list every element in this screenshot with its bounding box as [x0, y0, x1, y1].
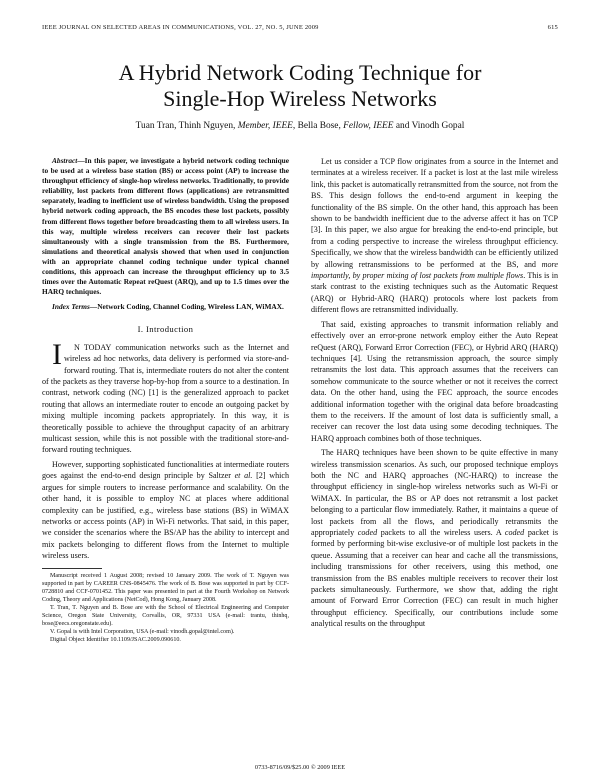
intro-p2-text-b: [2] which argues for simple routers to increase performance and scalability. On the other hand, it is possible to employ NC at places where additional complexity can be justified, e.g., wireless base stations (BS) in WiMAX networks or access points (AP) in Wi-Fi networks. That said, in this paper, we consider the scenarios where the BS/AP has the ability to intercept and mix packets belonging to different flows from the Internet to multiple wireless users. — [42, 471, 290, 561]
author-role-1: Member, IEEE — [237, 121, 293, 131]
copyright-line: 0733-8716/09/$25.00 © 2009 IEEE — [254, 764, 346, 771]
intro-paragraph-1 — [42, 337, 289, 456]
author-group-2: , Bella Bose, — [292, 121, 344, 131]
abstract-lead: Abstract — [52, 156, 78, 165]
page-number: 615 — [547, 24, 558, 31]
intro-p2-etal: et al. — [234, 471, 253, 481]
index-terms-lead: Index Terms — [52, 302, 90, 312]
footnotes — [42, 572, 289, 645]
footnote-doi: Digital Object Identifier 10.1109/JSAC.2009.090610. — [50, 637, 181, 644]
right-paragraph-1 — [311, 156, 558, 316]
right-p3-text-c: packet is formed by performing bit-wise exclusive-or of multiple lost packets in the queue. Assuming that a receiver can hear and cache all the transmissions, including transmissions for other receivers, using this method, one transmission from the BS enables multiple receivers to recover their lost packets simultaneously. Furthermore, we show that, adding the right amount of Forward Error Correction (FEC) can result in much higher throughput efficiency. Specifically, our contributions include some analytical results on the throughput — [311, 528, 558, 629]
index-terms-text: —Network Coding, Channel Coding, Wireless LAN, WiMAX. — [89, 302, 284, 312]
right-p3-text-a: The HARQ techniques have been shown to be quite effective in many wireless transmission scenarios. As such, our proposed technique employs both the NC and HARQ approaches (NC-HARQ) to increase the throughput efficiency in single-hop wireless networks such as Wi-Fi or WiMAX. In particular, the BS or AP does not retransmit a lost packet belonging to a particular flow immediately. Rather, it maintains a queue of lost packets from all the flows, and periodically retransmits the appropriately — [311, 448, 558, 537]
intro-lead: N TODAY — [74, 342, 112, 352]
author-group-1: Tuan Tran, Thinh Nguyen, — [135, 121, 238, 131]
intro-paragraph-2 — [42, 459, 289, 562]
footnote-rule — [42, 568, 102, 569]
author-role-2: Fellow, IEEE — [343, 121, 394, 131]
left-column — [42, 156, 289, 644]
index-terms — [42, 302, 289, 312]
right-column — [311, 156, 558, 630]
paper-title — [40, 60, 560, 112]
author-group-3: and Vinodh Gopal — [393, 121, 465, 131]
footnote-affiliation: T. Tran, T. Nguyen and B. Bose are with the School of Electrical Engineering and Computer Science, Oregon State University, Corvallis, OR, 97331 USA (e-mail: trantu, thinhq, bose@eecs.oregonstate.edu). — [42, 604, 289, 628]
section-heading-introduction: I. Introduction — [137, 324, 194, 335]
abstract — [42, 156, 289, 297]
right-paragraph-3 — [311, 447, 558, 630]
drop-cap: I — [52, 337, 62, 371]
right-paragraph-2: That said, existing approaches to transmit information reliably and effectively over an error-prone network employ either the Auto Repeat reQuest (ARQ), Forward Error Correction (FEC), or Hybrid ARQ (HARQ) techniques [4]. Using the retransmission approach, the source simply retransmits the lost data. This approach assumes that the receivers can somehow communicate to the source whether or not it receives the correct data. On the other hand, using the FEC approach, the source encodes additional information together with the original data before broadcasting them to the receivers. If the amount of lost data is sufficiently small, a receiver can recover the lost data using some decoding techniques. The HARQ approach combines both of those techniques. — [311, 319, 558, 443]
intro-p1-text: communication networks such as the Internet and wireless ad hoc networks, data delivery is performed via store-and-forward routing. That is, intermediate routers do not alter the content of the packets as they traverse hop-by-hop from a source to a destination. In contrast, network coding (NC) [1] is the generalized approach to packet routing that allows an intermediate router to encode an outgoing packet by mixing multiple incoming packets appropriately. In this way, it is theoretically possible to achieve the throughput capacity of an arbitrary multicast session, while this is not possible with the traditional store-and-forward routing techniques. — [42, 342, 289, 455]
author-list — [40, 121, 560, 131]
footnote-manuscript: Manuscript received 1 August 2008; revised 10 January 2009. The work of T. Nguyen was supported in part by CAREER CNS-0845476. The work of B. Bose was supported in part by CCF-0728810 and CCF-0701452. This paper was presented in part at the Fourth Workshop on Network Coding, Theory and Applications (NetCod), Hong Kong, January 2008. — [42, 572, 289, 603]
running-head — [42, 24, 558, 31]
right-p1-text-a: Let us consider a TCP flow originates from a source in the Internet and terminates at a wireless receiver. If a packet is lost at the last mile wireless link, this packet is automatically retransmitted from the source, not from the BS. This design follows the end-to-end argument in keeping the functionality of the BS simple. On the other hand, this approach has been shown to be bandwidth inefficient due to the adverse affect it has on TCP [3]. In this paper, we also argue for breaking the end-to-end principle, but from a coding perspective to increase the wireless throughput efficiency. Specifically, we show that the wireless bandwidth can be efficiently utilized by allowing retransmissions to be performed at the BS, and — [311, 157, 558, 269]
intro-p2-text-a: However, supporting sophisticated functionalities at intermediate routers goes against the end-to-end design principle by Saltzer — [42, 459, 289, 481]
right-p1-text-b: . This is in stark contrast to the existing techniques such as the Automatic Request (ARQ) or Hybrid-ARQ (HARQ) protocols where lost packets from different flows are retransmitted individually. — [311, 271, 559, 315]
abstract-text: —In this paper, we investigate a hybrid network coding technique to be used at a wireless base station (BS) or access point (AP) to increase the throughput efficiency of single-hop wireless networks. Traditionally, to provide reliability, lost packets from different flows (applications) are retransmitted separately, leading to inefficient use of wireless bandwidth. Using the proposed hybrid network coding approach, the BS encodes these lost packets, possibly from different flows together before broadcasting them to all wireless users. In this way, multiple wireless receivers can recover their lost packets simultaneously with a single transmission from the BS. Furthermore, simulations and theoretical analysis showed that when used in conjunction with an appropriate channel coding technique under typical channel conditions, this approach can increase the throughput efficiency up to 3.5 times over the Automatic Repeat reQuest (ARQ), and up to 1.5 times over the HARQ techniques. — [42, 156, 289, 297]
title-line-2: Single-Hop Wireless Networks — [163, 86, 437, 111]
journal-header: IEEE JOURNAL ON SELECTED AREAS IN COMMUNICATIONS, VOL. 27, NO. 5, JUNE 2009 — [42, 24, 319, 31]
right-p1-emphasis: more importantly, by proper mixing of lost packets from multiple flows — [311, 259, 558, 281]
title-line-1: A Hybrid Network Coding Technique for — [118, 60, 482, 85]
right-p3-emphasis-2: coded — [504, 528, 525, 537]
right-p3-text-b: packets to all the wireless users. A — [377, 528, 505, 537]
footnote-intel: V. Gopal is with Intel Corporation, USA (e-mail: vinodh.gopal@intel.com). — [50, 629, 235, 636]
right-p3-emphasis-1: coded — [357, 528, 378, 537]
